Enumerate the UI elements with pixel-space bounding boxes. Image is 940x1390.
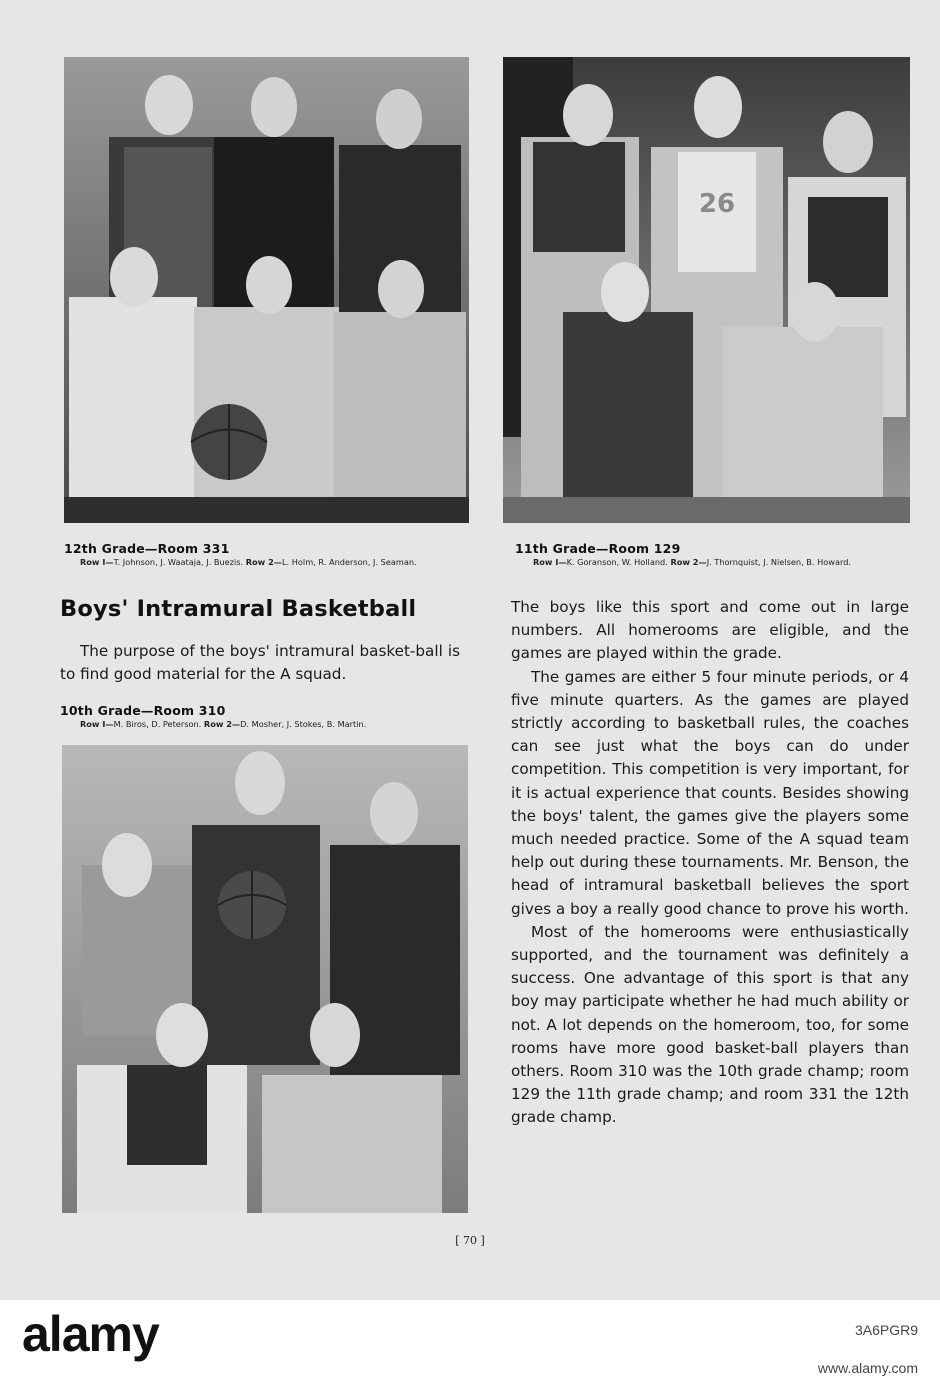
- article-heading: Boys' Intramural Basketball: [60, 596, 417, 622]
- caption-rows-11th: [533, 558, 911, 568]
- row1-label: Row I—: [80, 557, 114, 567]
- caption-rows-12th: [80, 558, 468, 568]
- photo-12th-grade: [64, 57, 469, 523]
- row2-names: J. Thornquist, J. Nielsen, B. Howard.: [706, 557, 852, 567]
- footer-url: www.alamy.com: [817, 1360, 918, 1376]
- row2-label: Row 2—: [670, 557, 707, 567]
- caption-title-11th: 11th Grade—Room 129: [515, 541, 681, 556]
- caption-title-12th: 12th Grade—Room 331: [64, 541, 230, 556]
- row2-label: Row 2—: [245, 557, 282, 567]
- body-paragraph-3: Most of the homerooms were enthusiastically supported, and the tournament was definitely a success. One advantage of this sport is that any boy may participate whether he had much ability or not. A lot depends on the homeroom, too, for some rooms have more good basket-ball players than others. Room 310 was the 10th grade champ; room 129 the 11th grade champ; and room 331 the 12th grade champ.: [511, 922, 909, 1127]
- row1-label: Row I—: [80, 719, 114, 729]
- row2-names: D. Mosher, J. Stokes, B. Martin.: [240, 719, 367, 729]
- caption-title-10th: 10th Grade—Room 310: [60, 703, 226, 718]
- image-id: 3A6PGR9: [854, 1322, 918, 1338]
- photo-11th-grade: [503, 57, 910, 523]
- row2-names: L. Holm, R. Anderson, J. Seaman.: [281, 557, 417, 567]
- article-intro: [60, 640, 460, 686]
- jersey-number: 26: [698, 189, 736, 219]
- photo-10th-grade: [62, 745, 468, 1213]
- body-paragraph-1: The boys like this sport and come out in large numbers. All homerooms are eligible, and the games are played within the grade.: [511, 598, 909, 663]
- page-number: [ 70 ]: [455, 1234, 485, 1247]
- article-body-right: [511, 596, 909, 1130]
- intro-paragraph: The purpose of the boys' intramural basket-ball is to find good material for the A squad.: [60, 642, 460, 684]
- body-paragraph-2: The games are either 5 four minute periods, or 4 five minute quarters. As the games are played strictly according to basketball rules, the coaches can see just what the boys can do under competition. This competition is very important, for it is actual experience that counts. Besides showing the boys' talent, the games give the players some much needed practice. Some of the A squad team help out during these tournaments. Mr. Benson, the head of intramural basketball believes the sport gives a boy a really good chance to prove his worth.: [511, 667, 909, 918]
- row1-names: T. Johnson, J. Waataja, J. Buezis.: [113, 557, 244, 567]
- row1-names: K. Goranson, W. Holland.: [566, 557, 668, 567]
- alamy-logo: alamy: [22, 1306, 159, 1362]
- row1-label: Row I—: [533, 557, 567, 567]
- row1-names: M. Biros, D. Peterson.: [113, 719, 202, 729]
- caption-rows-10th: [80, 720, 470, 730]
- row2-label: Row 2—: [203, 719, 241, 729]
